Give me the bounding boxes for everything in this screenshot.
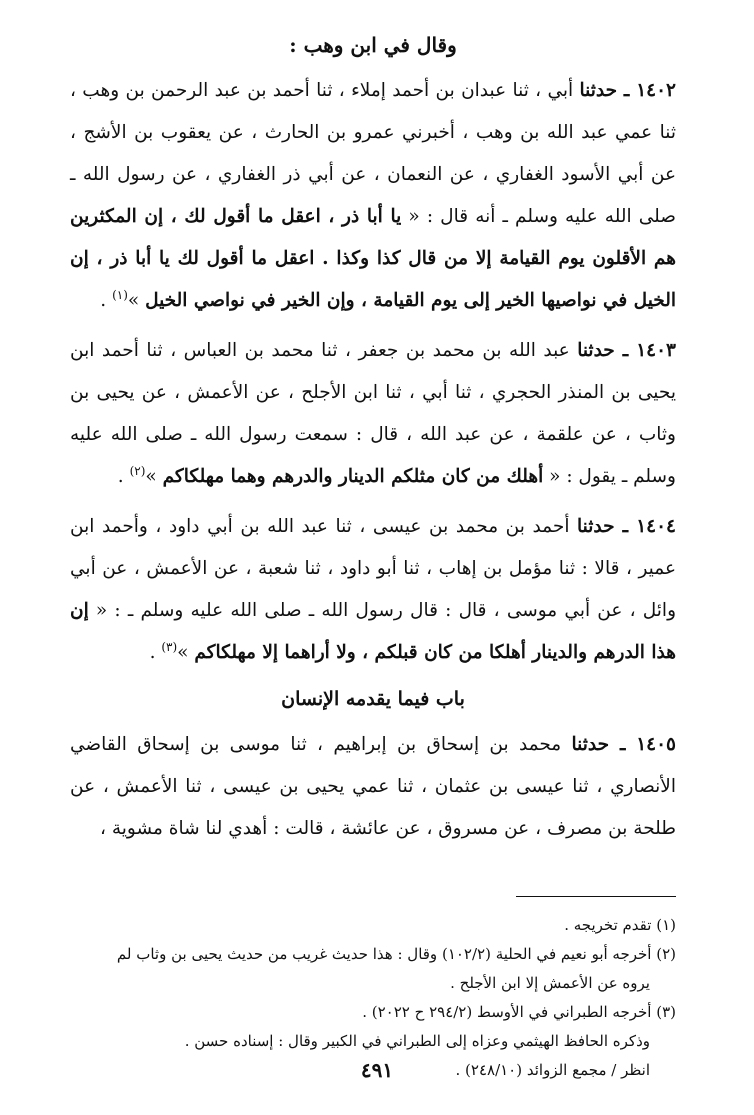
footnote-line: وذكره الحافظ الهيثمي وعزاه إلى الطبراني في الكبير وقال : إسناده حسن .: [184, 1032, 650, 1050]
chapter-title: باب فيما يقدمه الإنسان: [281, 688, 465, 710]
hadith-1405: [70, 724, 676, 850]
section-heading: وقال في ابن وهب :: [289, 33, 457, 57]
quote-close: »: [177, 642, 195, 663]
separator-line: [516, 896, 676, 897]
footnote-line: (٣) أخرجه الطبراني في الأوسط (٢٩٤/٢ ح ٢٠٢٢) .: [362, 1003, 676, 1021]
period: .: [149, 642, 162, 663]
footnote-line: (٢) أخرجه أبو نعيم في الحلية (١٠٢/٢) وقال : هذا حديث غريب من حديث يحيى بن وثاب لم: [116, 945, 676, 963]
hadith-text: أبي ، ثنا عبدان بن أحمد إملاء ، ثنا أحمد بن عبد الرحمن بن وهب ، ثنا عمي عبد الله بن وهب ، أخبرني عمرو بن الحارث ، عن يعقوب بن الأشج ، عن أبي الأسود الغفاري ، عن النعمان ، عن أبي ذر الغفاري ، عن رسول الله ـ صلى الله عليه وسلم ـ أنه قال : «: [70, 80, 676, 227]
page-number: ٤٩١: [360, 1058, 394, 1082]
quote-close: »: [127, 290, 146, 311]
hadith-1404: [70, 506, 676, 674]
footnote-separator: [70, 858, 676, 911]
hadith-matn: أهلك من كان مثلكم الدينار والدرهم وهما مهلكاكم: [162, 466, 544, 487]
footnote-line: انظر / مجمع الزوائد (٢٤٨/١٠) .: [455, 1061, 650, 1079]
hadith-text: أحمد بن محمد بن عيسى ، ثنا عبد الله بن أبي داود ، وأحمد ابن عمير ، قالا : ثنا مؤمل بن إهاب ، ثنا أبو داود ، ثنا شعبة ، عن الأعمش ، عن أبي وائل ، عن أبي موسى ، قال : قال رسول الله ـ صلى الله عليه وسلم ـ : «: [70, 516, 676, 621]
period: .: [100, 290, 113, 311]
hadith-1403: [70, 330, 676, 498]
hadith-number: ١٤٠٤ ـ حدثنا: [577, 516, 676, 537]
period: .: [117, 466, 130, 487]
hadith-number: ١٤٠٣ ـ حدثنا: [577, 340, 676, 361]
footnote-ref: (٣): [161, 639, 178, 654]
hadith-matn: يا أبا ذر ، اعقل ما أقول لك ، إن المكثرين هم الأقلون يوم القيامة إلا من قال كذا وكذا . اعقل ما أقول لك يا أبا ذر ، إن الخيل في نواصيها الخير إلى يوم القيامة ، وإن الخير في نواصي الخيل: [70, 206, 676, 311]
hadith-text: عبد الله بن محمد بن جعفر ، ثنا محمد بن العباس ، ثنا أحمد ابن يحيى بن المنذر الحجري ، ثنا أبي ، ثنا ابن الأجلح ، عن الأعمش ، عن يحيى بن وثاب ، عن علقمة ، عن عبد الله ، قال : سمعت رسول الله ـ صلى الله عليه وسلم ـ يقول : «: [70, 340, 676, 487]
hadith-number: ١٤٠٥ ـ حدثنا: [571, 734, 676, 755]
quote-close: »: [145, 466, 163, 487]
footnote-ref: (١): [112, 287, 128, 302]
footnote-line: (١) تقدم تخريجه .: [564, 916, 676, 934]
footnote-ref: (٢): [129, 463, 146, 478]
footnote-line: يروه عن الأعمش إلا ابن الأجلح .: [450, 974, 650, 992]
hadith-number: ١٤٠٢ ـ حدثنا: [579, 80, 676, 101]
hadith-1402: [70, 70, 676, 322]
hadith-text: محمد بن إسحاق بن إبراهيم ، ثنا موسى بن إسحاق القاضي الأنصاري ، ثنا عيسى بن عثمان ، ثنا عمي يحيى بن عيسى ، ثنا الأعمش ، عن طلحة بن مصرف ، عن مسروق ، عن عائشة ، قالت : أهدي لنا شاة مشوية ،: [70, 734, 676, 839]
hadith-matn: إن هذا الدرهم والدينار أهلكا من كان قبلكم ، ولا أراهما إلا مهلكاكم: [70, 600, 676, 663]
